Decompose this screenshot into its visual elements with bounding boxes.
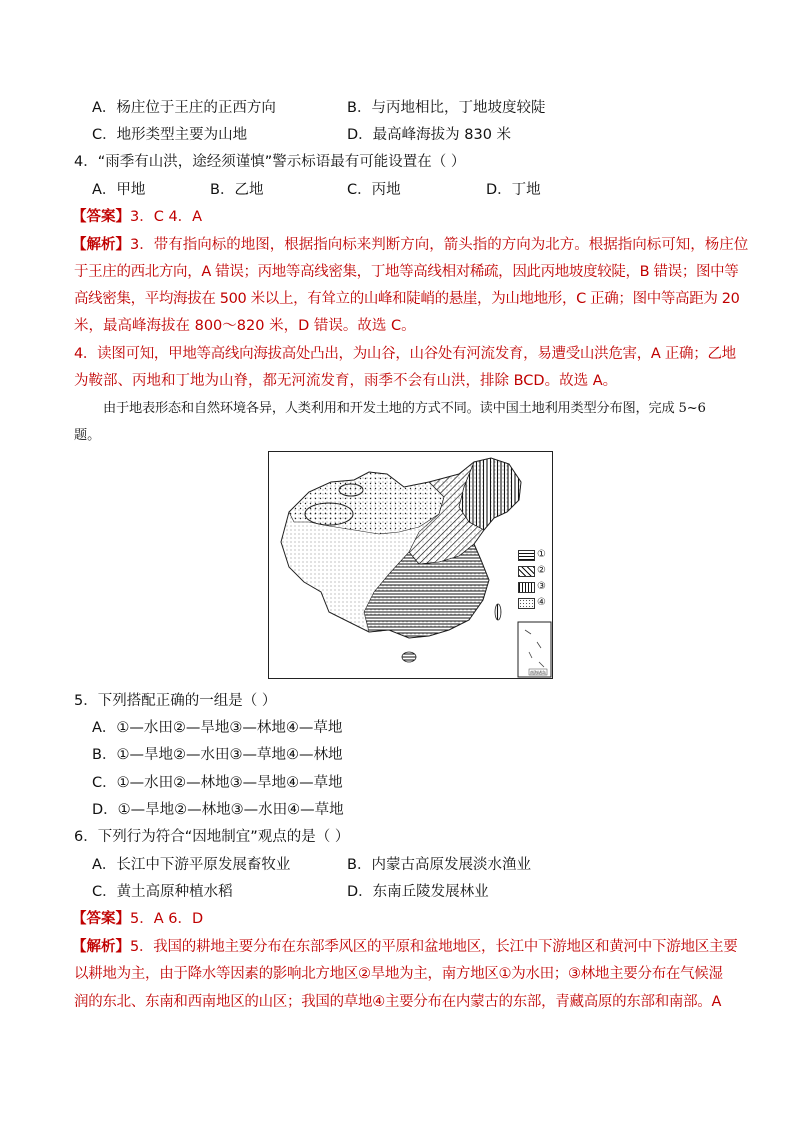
q3-option-d: D．最高峰海拔为 830 米 xyxy=(347,127,512,143)
legend-swatch-1 xyxy=(518,550,535,561)
q3-option-a: A．杨庄位于王庄的正西方向 xyxy=(92,100,276,116)
q5-option-d: D．①—旱地②—林地③—水田④—草地 xyxy=(92,802,344,818)
china-land-use-map xyxy=(268,451,553,679)
legend-swatch-2 xyxy=(518,566,535,577)
answer-text: 3．C 4．A xyxy=(130,209,203,225)
q4-option-c: C．丙地 xyxy=(347,182,401,198)
analysis-text: 5．我国的耕地主要分布在东部季风区的平原和盆地地区，长江中下游地区和黄河中下游地区主要 xyxy=(130,939,738,955)
inset-label: 南海诸岛 xyxy=(530,670,546,675)
analysis-34-line2: 于王庄的西北方向，A 错误；丙地等高线密集，丁地等高线相对稀疏，因此丙地坡度较陡，B 错误；图中等 xyxy=(74,264,739,280)
intro-line2: 题。 xyxy=(74,428,101,443)
q6-stem: 6．下列行为符合“因地制宜”观点的是（ ） xyxy=(74,829,350,845)
q6-option-b: B．内蒙古高原发展淡水渔业 xyxy=(347,857,531,873)
answer-block-56 xyxy=(72,907,203,928)
intro-line1: 由于地表形态和自然环境各异，人类利用和开发土地的方式不同。读中国土地利用类型分布图，完成 5~6 xyxy=(103,401,706,416)
analysis-56-line3: 润的东北、东南和西南地区的山区；我国的草地④主要分布在内蒙古的东部，青藏高原的东部和南部。A xyxy=(74,994,722,1010)
answer-label: 【答案】 xyxy=(72,911,130,927)
taiwan-island xyxy=(495,604,501,620)
q5-option-a: A．①—水田②—旱地③—林地④—草地 xyxy=(92,720,343,736)
map-drawing xyxy=(269,452,552,678)
q3-option-c: C．地形类型主要为山地 xyxy=(92,127,248,143)
legend-label-4: ④ xyxy=(537,597,546,608)
analysis-34-line3: 高线密集，平均海拔在 500 米以上，有耸立的山峰和陡峭的悬崖，为山地地形，C 正确；图中等高距为 20 xyxy=(74,291,740,307)
legend-label-3: ③ xyxy=(537,581,546,592)
analysis-34-line5: 4．读图可知，甲地等高线向海拔高处凸出，为山谷，山谷处有河流发育，易遭受山洪危害，A 正确；乙地 xyxy=(74,346,736,362)
q4-stem: 4．“雨季有山洪，途经须谨慎”警示标语最有可能设置在（ ） xyxy=(74,154,466,170)
legend-label-1: ① xyxy=(537,549,546,560)
analysis-34-line6: 为鞍部、丙地和丁地为山脊，都无河流发育，雨季不会有山洪，排除 BCD。故选 A。 xyxy=(74,373,618,389)
analysis-56-line2: 以耕地为主，由于降水等因素的影响北方地区②旱地为主，南方地区①为水田；③林地主要分布在气候湿 xyxy=(74,966,723,982)
answer-text: 5．A 6．D xyxy=(130,911,204,927)
legend-swatch-4 xyxy=(518,598,535,609)
analysis-text: 3．带有指向标的地图，根据指向标来判断方向，箭头指的方向为北方。根据指向标可知，杨庄位 xyxy=(130,237,749,253)
q4-option-a: A．甲地 xyxy=(92,182,146,198)
q3-option-b: B．与丙地相比，丁地坡度较陡 xyxy=(347,100,546,116)
q4-option-d: D．丁地 xyxy=(486,182,541,198)
legend-label-2: ② xyxy=(537,565,546,576)
analysis-56-line1 xyxy=(72,935,737,956)
analysis-label: 【解析】 xyxy=(72,939,130,955)
junggar-basin xyxy=(339,484,363,496)
q5-option-b: B．①—旱地②—水田③—草地④—林地 xyxy=(92,747,343,763)
hainan-island xyxy=(402,652,416,662)
answer-label: 【答案】 xyxy=(72,209,130,225)
q5-option-c: C．①—水田②—林地③—旱地④—草地 xyxy=(92,775,343,791)
answer-block-34 xyxy=(72,205,202,226)
tarim-basin xyxy=(305,503,353,525)
q6-option-a: A．长江中下游平原发展畜牧业 xyxy=(92,857,291,873)
analysis-34-line4: 米，最高峰海拔在 800～820 米，D 错误。故选 C。 xyxy=(74,318,416,334)
q5-stem: 5．下列搭配正确的一组是（ ） xyxy=(74,693,277,709)
analysis-34-line1 xyxy=(72,233,748,254)
q4-option-b: B．乙地 xyxy=(210,182,264,198)
legend-swatch-3 xyxy=(518,582,535,593)
q6-option-d: D．东南丘陵发展林业 xyxy=(347,884,489,900)
analysis-label: 【解析】 xyxy=(72,237,130,253)
q6-option-c: C．黄土高原种植水稻 xyxy=(92,884,233,900)
